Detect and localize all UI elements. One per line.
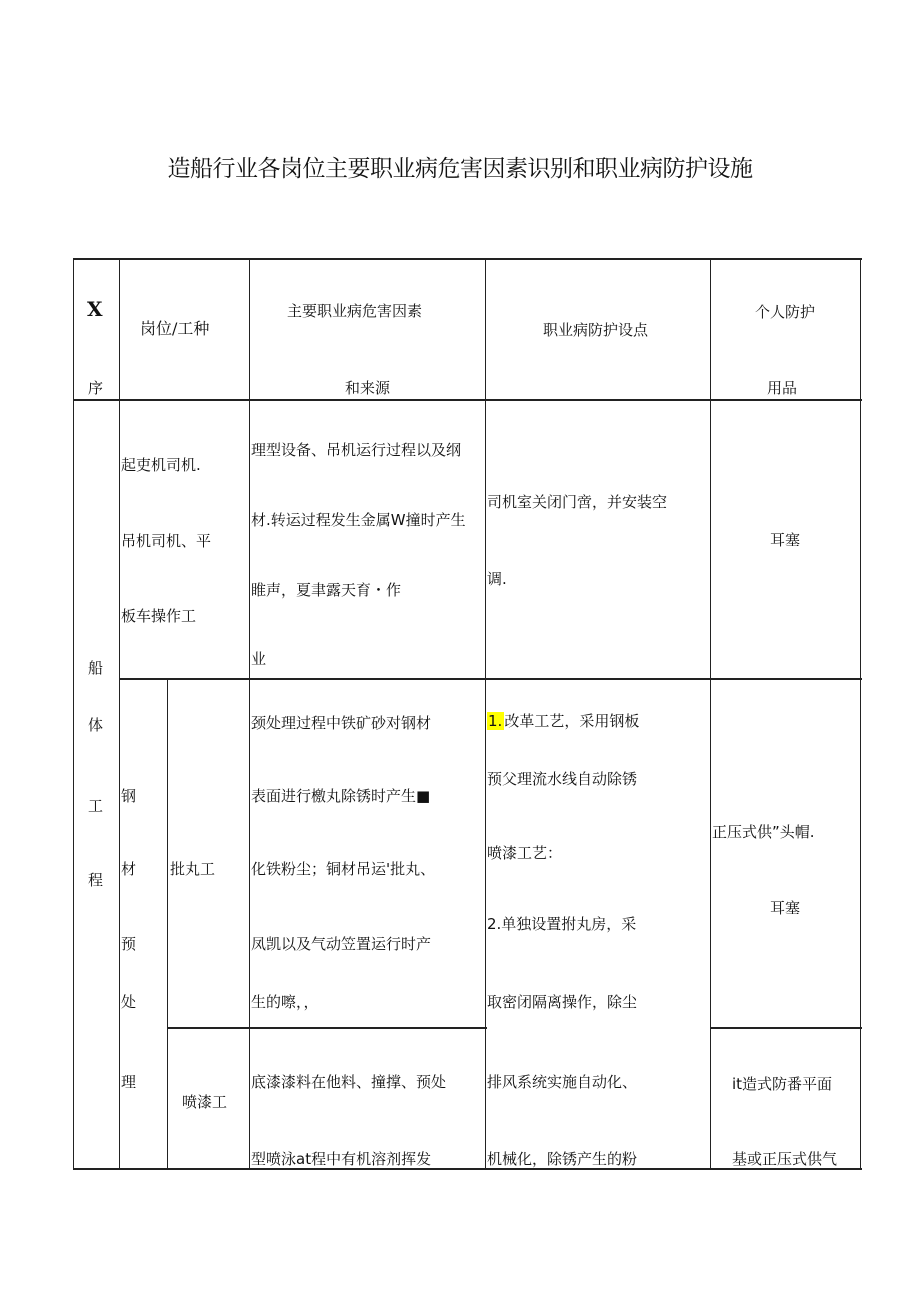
row1-hazard-line: 业 bbox=[251, 650, 267, 668]
row1-hazard-line: 睢声，夏聿露天育・作 bbox=[251, 581, 402, 599]
col-divider-4 bbox=[710, 258, 711, 1169]
row1-post-line: 起吏机司机. bbox=[121, 456, 201, 474]
row2-hazard-line: 颈处理过程中铁矿砂对钢材 bbox=[251, 714, 432, 732]
facility-line: 取密闭隔离操作，除尘 bbox=[487, 993, 638, 1011]
row2-post-divider bbox=[167, 1027, 487, 1029]
page-title: 造船行业各岗位主要职业病危害因素识别和职业病防护设施 bbox=[167, 156, 753, 182]
row2-ppe-line: 耳塞 bbox=[770, 899, 801, 917]
header-ppe-top: 个人防护 bbox=[755, 303, 816, 321]
subgroup-char: 材 bbox=[121, 860, 137, 878]
row2-post: 批丸工 bbox=[170, 860, 216, 878]
row1-divider bbox=[119, 678, 862, 680]
facility-line-1 bbox=[487, 712, 639, 730]
header-index-top: X bbox=[87, 297, 103, 321]
col-divider-1 bbox=[119, 258, 120, 1169]
row2-hazard-line: 表面进行檄丸除锈时产生■ bbox=[251, 787, 431, 805]
group-char: 工 bbox=[88, 797, 104, 815]
table-border-right bbox=[860, 258, 861, 1169]
row2-hazard-line: 化铁粉尘；铜材吊运'批丸、 bbox=[251, 860, 436, 878]
subgroup-char: 处 bbox=[121, 993, 137, 1011]
header-hazard-bottom: 和来源 bbox=[345, 379, 391, 397]
facility-line: 机械化，除锈产生的粉 bbox=[487, 1150, 638, 1168]
row3-hazard-line: 底漆漆料在他料、撞撑、预处 bbox=[251, 1073, 447, 1091]
table-border-top bbox=[73, 258, 862, 260]
header-ppe-bottom: 用品 bbox=[767, 379, 798, 397]
subgroup-char: 预 bbox=[121, 935, 137, 953]
row2-ppe-line: 正压式供”头帽. bbox=[712, 823, 815, 841]
col-divider-2 bbox=[249, 258, 250, 1169]
row1-hazard-line: 理型设备、吊机运行过程以及纲 bbox=[251, 441, 462, 459]
row1-facility-line: 司机室关闭门啻，并安装空 bbox=[487, 493, 668, 511]
row3-ppe-line: 基或正压式供气 bbox=[732, 1150, 838, 1168]
subgroup-char: 理 bbox=[121, 1073, 137, 1091]
row3-hazard-line: 型喷泳at程中有机溶剂挥发 bbox=[251, 1150, 432, 1168]
header-divider bbox=[73, 399, 862, 401]
table-border-left bbox=[73, 258, 74, 1169]
row3-ppe-line: it造式防番平面 bbox=[732, 1075, 833, 1093]
row1-ppe: 耳塞 bbox=[770, 531, 801, 549]
row1-hazard-line: 材.转运过程发生金属W撞时产生 bbox=[251, 511, 466, 529]
col-divider-sub bbox=[167, 678, 168, 1169]
group-char: 船 bbox=[88, 659, 104, 677]
group-char: 程 bbox=[88, 871, 104, 889]
facility-line: 喷漆工艺： bbox=[487, 844, 563, 862]
col-divider-3 bbox=[485, 258, 486, 1169]
header-hazard-top: 主要职业病危害因素 bbox=[287, 302, 423, 320]
highlight-number: 1. bbox=[488, 712, 503, 730]
row2-hazard-line: 生的嚓，， bbox=[251, 993, 319, 1011]
facility-line: 排风系统实施自动化、 bbox=[487, 1073, 638, 1091]
header-facility: 职业病防护设点 bbox=[543, 321, 649, 339]
facility-line: 预父理流水线自动除锈 bbox=[487, 770, 638, 788]
row1-post-line: 板车操作工 bbox=[121, 607, 197, 625]
facility-line: 2.单独设置拊丸房，采 bbox=[487, 915, 637, 933]
row2-ppe-divider bbox=[710, 1027, 862, 1029]
table-border-bottom bbox=[73, 1168, 862, 1170]
row1-facility-line: 调. bbox=[487, 570, 507, 588]
subgroup-char: 钢 bbox=[121, 787, 137, 805]
row1-post-line: 吊机司机、平 bbox=[121, 532, 212, 550]
facility-line-text: 改革工艺，采用钢板 bbox=[504, 712, 640, 730]
header-post: 岗位/工种 bbox=[140, 319, 210, 338]
group-char: 体 bbox=[88, 716, 104, 734]
row3-post: 喷漆工 bbox=[182, 1093, 228, 1111]
header-index-bottom: 序 bbox=[88, 379, 104, 397]
row2-hazard-line: 凤凯以及气动笠置运行时产 bbox=[251, 935, 432, 953]
